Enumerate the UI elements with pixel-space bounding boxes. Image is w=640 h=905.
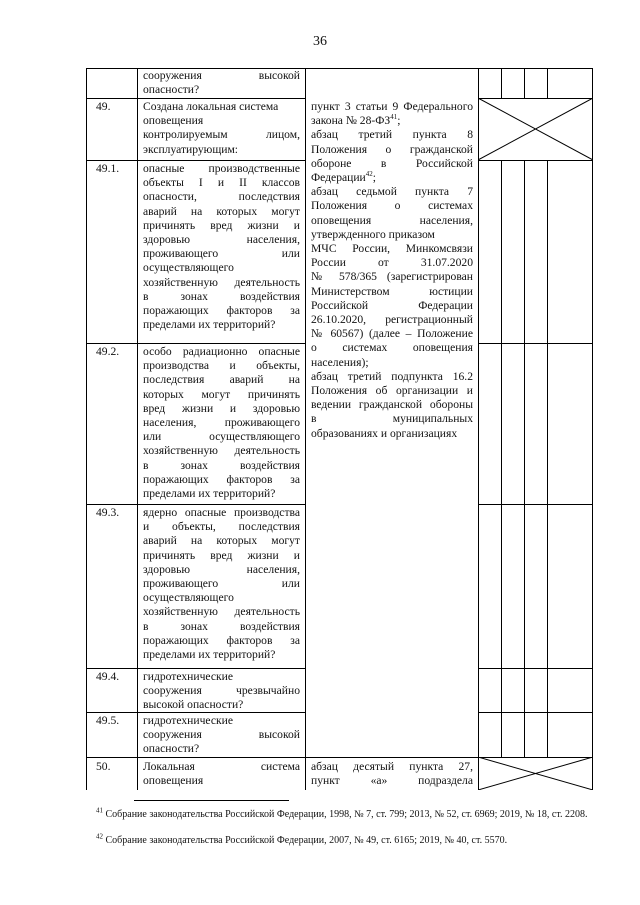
row-divider — [478, 712, 593, 713]
row-divider — [478, 160, 593, 161]
cross-out-mark — [478, 98, 593, 160]
question-text: Создана локальная система оповещения контролируемым лицом, эксплуатирующим: — [143, 100, 300, 156]
row-number: 50. — [96, 760, 111, 773]
col-border — [501, 160, 502, 757]
row-number: 49.1. — [96, 162, 120, 175]
col-border — [524, 68, 525, 98]
question-text: Локальная система оповещения — [143, 760, 300, 788]
col-border — [305, 68, 306, 790]
row-divider — [86, 668, 306, 669]
col-border — [547, 160, 548, 757]
row-number: 49.5. — [96, 714, 120, 727]
question-text: особо радиационно опасные производства и объекты, последствия аварий на которых могут причинять вред жизни и здоровью населения, проживающего или осуществляющего хозяйственную деятельность в зонах воздействия поражающих факторов за пределами их территорий? — [143, 345, 300, 501]
col-border — [524, 160, 525, 757]
row-divider — [86, 343, 306, 344]
row-number: 49.3. — [96, 506, 120, 519]
col-border — [501, 68, 502, 98]
col-border — [86, 68, 87, 790]
col-border — [592, 68, 593, 790]
page-number: 36 — [313, 34, 327, 49]
row-divider — [478, 668, 593, 669]
question-text: сооружения высокой опасности? — [143, 69, 300, 97]
row-number: 49.4. — [96, 670, 120, 683]
row-divider — [86, 504, 306, 505]
question-text: опасные производственные объекты I и II классов опасности, последствия аварий на которых могут причинять вред жизни и здоровью населения, проживающего или осуществляющего хозяйственную деятельность в зонах воздействия поражающих факторов за пределами их территорий? — [143, 162, 300, 332]
col-border — [547, 68, 548, 98]
question-text: гидротехнические сооружения чрезвычайно высокой опасности? — [143, 670, 300, 712]
question-text: гидротехнические сооружения высокой опасности? — [143, 714, 300, 756]
col-border — [137, 68, 138, 790]
question-text: ядерно опасные производства и объекты, последствия аварий на которых могут причинять вред жизни и здоровью населения, проживающего или осуществляющего хозяйственную деятельность в зонах воздействия поражающих факторов за пределами их территорий? — [143, 506, 300, 662]
row-number: 49. — [96, 100, 111, 113]
col-border — [478, 68, 479, 790]
row-divider — [478, 343, 593, 344]
cross-out-mark — [478, 757, 593, 790]
footnote: $^{41}$ Собрание законодательства Российской Федерации, 1998, № 7, ст. 799; 2013, № 52, ст. 6969; 2019, № 18, ст. 2208. — [96, 806, 588, 820]
row-divider — [478, 504, 593, 505]
row-divider — [86, 160, 306, 161]
legal-reference-text: пункт 3 статьи 9 Федерального закона № 28-ФЗ$^{41}$; абзац третий пункта 8 Положения о гражданской обороне в Российской Федерации$^{42}$; абзац седьмой пункта 7 Положения о системах оповещения населения, утвержденного приказом МЧС России, Минкомсвязи России от 31.07.2020 № 578/365 (зарегистрирован Министерством юстиции Российской Федерации 26.10.2020, регистрационный № 60567) (далее – Положение о системах оповещения населения); абзац третий подпункта 16.2 Положения об организации и ведении гражданской обороны в муниципальных образованиях и организациях — [311, 100, 473, 440]
footnote-separator — [134, 800, 289, 801]
row-divider — [86, 98, 306, 99]
footnote: $^{42}$ Собрание законодательства Российской Федерации, 2007, № 49, ст. 6165; 2019, № 40, ст. 5570. — [96, 832, 508, 846]
legal-reference-text: абзац десятый пункта 27, пункт «а» подраздела — [311, 760, 473, 788]
row-number: 49.2. — [96, 345, 120, 358]
